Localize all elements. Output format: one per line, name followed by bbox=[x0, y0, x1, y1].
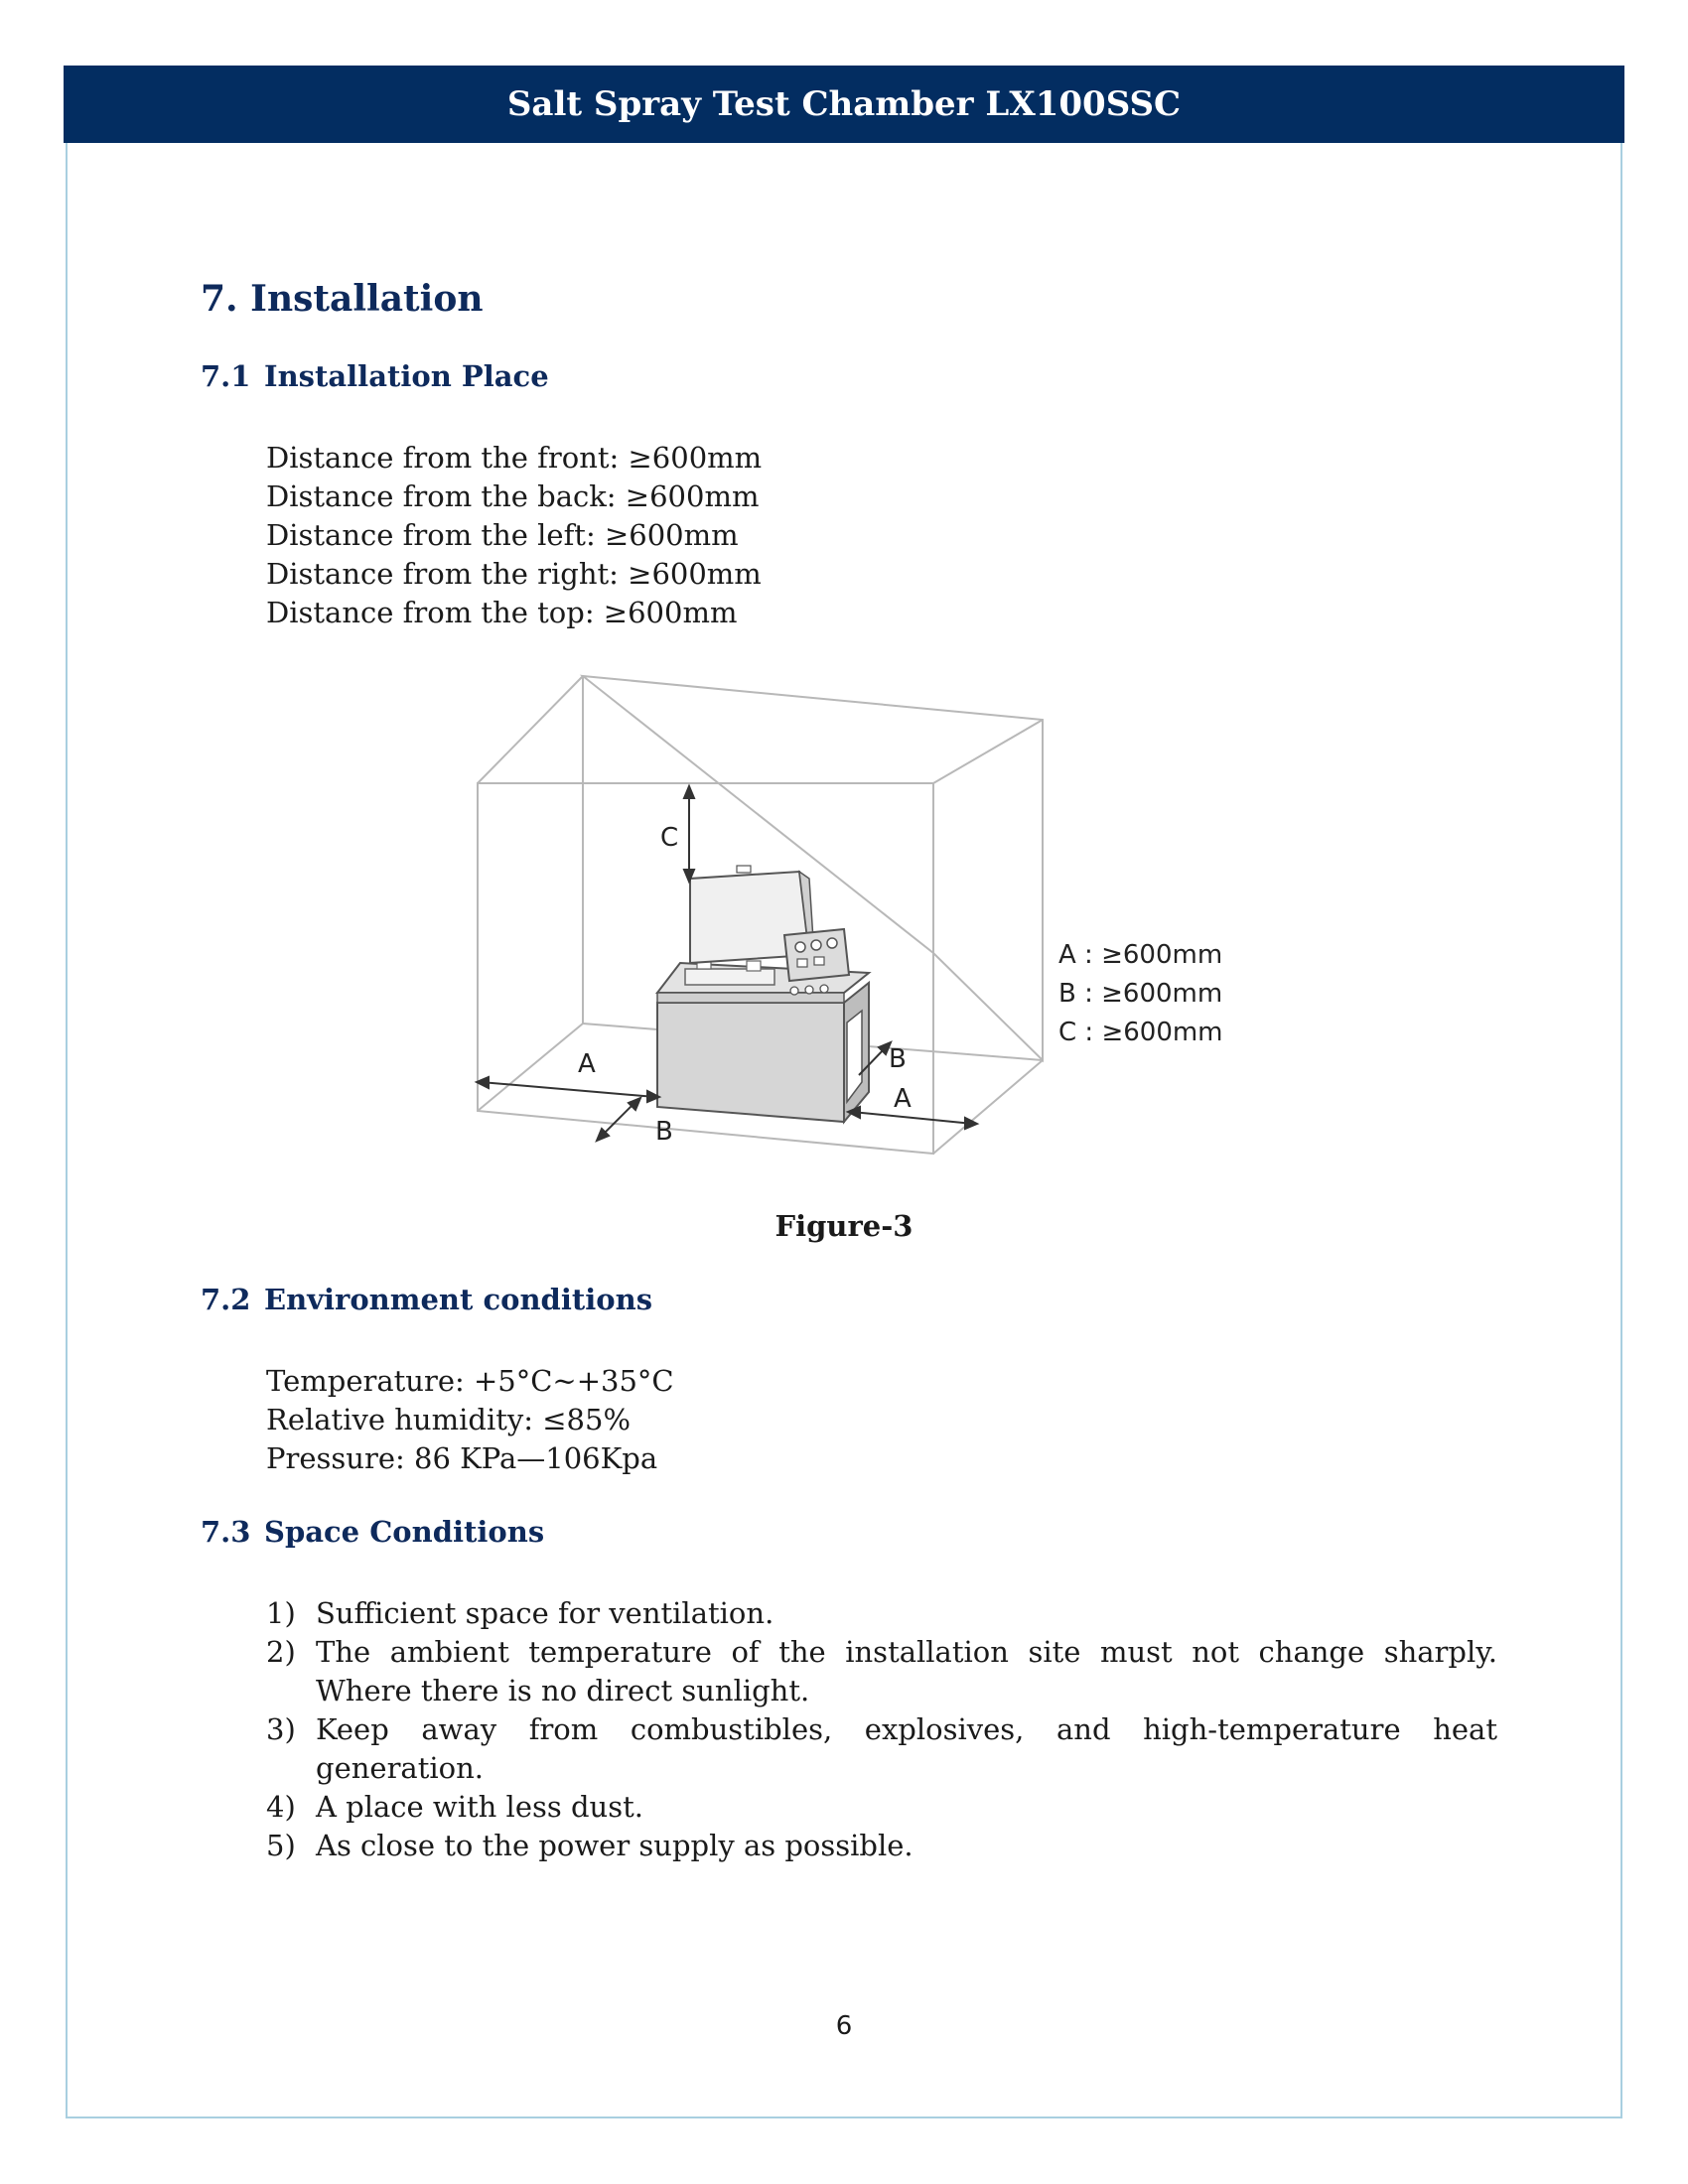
label-a-left: A bbox=[578, 1049, 596, 1079]
figure-legend bbox=[1058, 940, 1223, 1047]
subsection-number: 7.3 bbox=[201, 1515, 251, 1549]
label-c: C bbox=[660, 823, 679, 853]
list-item bbox=[266, 1710, 1497, 1788]
list-item: Pressure: 86 KPa—106Kpa bbox=[266, 1441, 658, 1475]
list-item bbox=[266, 1827, 1497, 1865]
list-text: Keep away from combustibles, explosives, and high-temperature heat generation. bbox=[316, 1712, 1497, 1785]
list-number: 1) bbox=[266, 1596, 296, 1630]
list-item: Temperature: +5°C~+35°C bbox=[266, 1364, 674, 1398]
installation-distance-list bbox=[266, 439, 762, 632]
subsection-title: Environment conditions bbox=[264, 1283, 653, 1316]
list-number: 3) bbox=[266, 1712, 296, 1746]
list-item: Distance from the back: ≥600mm bbox=[266, 479, 760, 513]
environment-conditions-list bbox=[266, 1362, 674, 1478]
installation-clearance-diagram bbox=[467, 665, 1241, 1181]
list-text: The ambient temperature of the installation site must not change sharply. Where there is no direct sunlight. bbox=[316, 1635, 1497, 1707]
legend-b: B : ≥600mm bbox=[1058, 979, 1223, 1009]
list-item: Distance from the right: ≥600mm bbox=[266, 557, 762, 591]
list-item: Relative humidity: ≤85% bbox=[266, 1403, 632, 1436]
list-item: Distance from the top: ≥600mm bbox=[266, 596, 738, 629]
chamber-illustration bbox=[657, 866, 869, 1122]
label-a-right: A bbox=[894, 1084, 912, 1114]
legend-a: A : ≥600mm bbox=[1058, 940, 1223, 970]
subsection-number: 7.1 bbox=[201, 359, 251, 393]
subsection-heading-installation-place bbox=[201, 359, 549, 393]
document-title: Salt Spray Test Chamber LX100SSC bbox=[506, 84, 1182, 124]
list-text: Sufficient space for ventilation. bbox=[316, 1596, 774, 1630]
list-number: 4) bbox=[266, 1790, 296, 1824]
list-text: A place with less dust. bbox=[316, 1790, 643, 1824]
space-conditions-list bbox=[266, 1594, 1497, 1865]
list-item bbox=[266, 1788, 1497, 1827]
subsection-number: 7.2 bbox=[201, 1283, 251, 1316]
list-number: 5) bbox=[266, 1829, 296, 1862]
list-text: As close to the power supply as possible. bbox=[316, 1829, 914, 1862]
list-item bbox=[266, 1633, 1497, 1710]
header-banner bbox=[64, 66, 1624, 143]
list-item: Distance from the front: ≥600mm bbox=[266, 441, 763, 475]
list-item: Distance from the left: ≥600mm bbox=[266, 518, 739, 552]
subsection-title: Installation Place bbox=[264, 359, 549, 393]
subsection-heading-space bbox=[201, 1515, 544, 1549]
label-b-left: B bbox=[655, 1117, 673, 1147]
legend-c: C : ≥600mm bbox=[1058, 1018, 1223, 1047]
page-number: 6 bbox=[835, 2011, 853, 2041]
label-b-right: B bbox=[889, 1044, 907, 1074]
subsection-heading-environment bbox=[201, 1283, 652, 1316]
subsection-title: Space Conditions bbox=[264, 1515, 545, 1549]
section-heading: 7. Installation bbox=[201, 278, 484, 320]
list-item bbox=[266, 1594, 1497, 1633]
list-number: 2) bbox=[266, 1635, 296, 1669]
figure-caption: Figure-3 bbox=[774, 1209, 914, 1243]
